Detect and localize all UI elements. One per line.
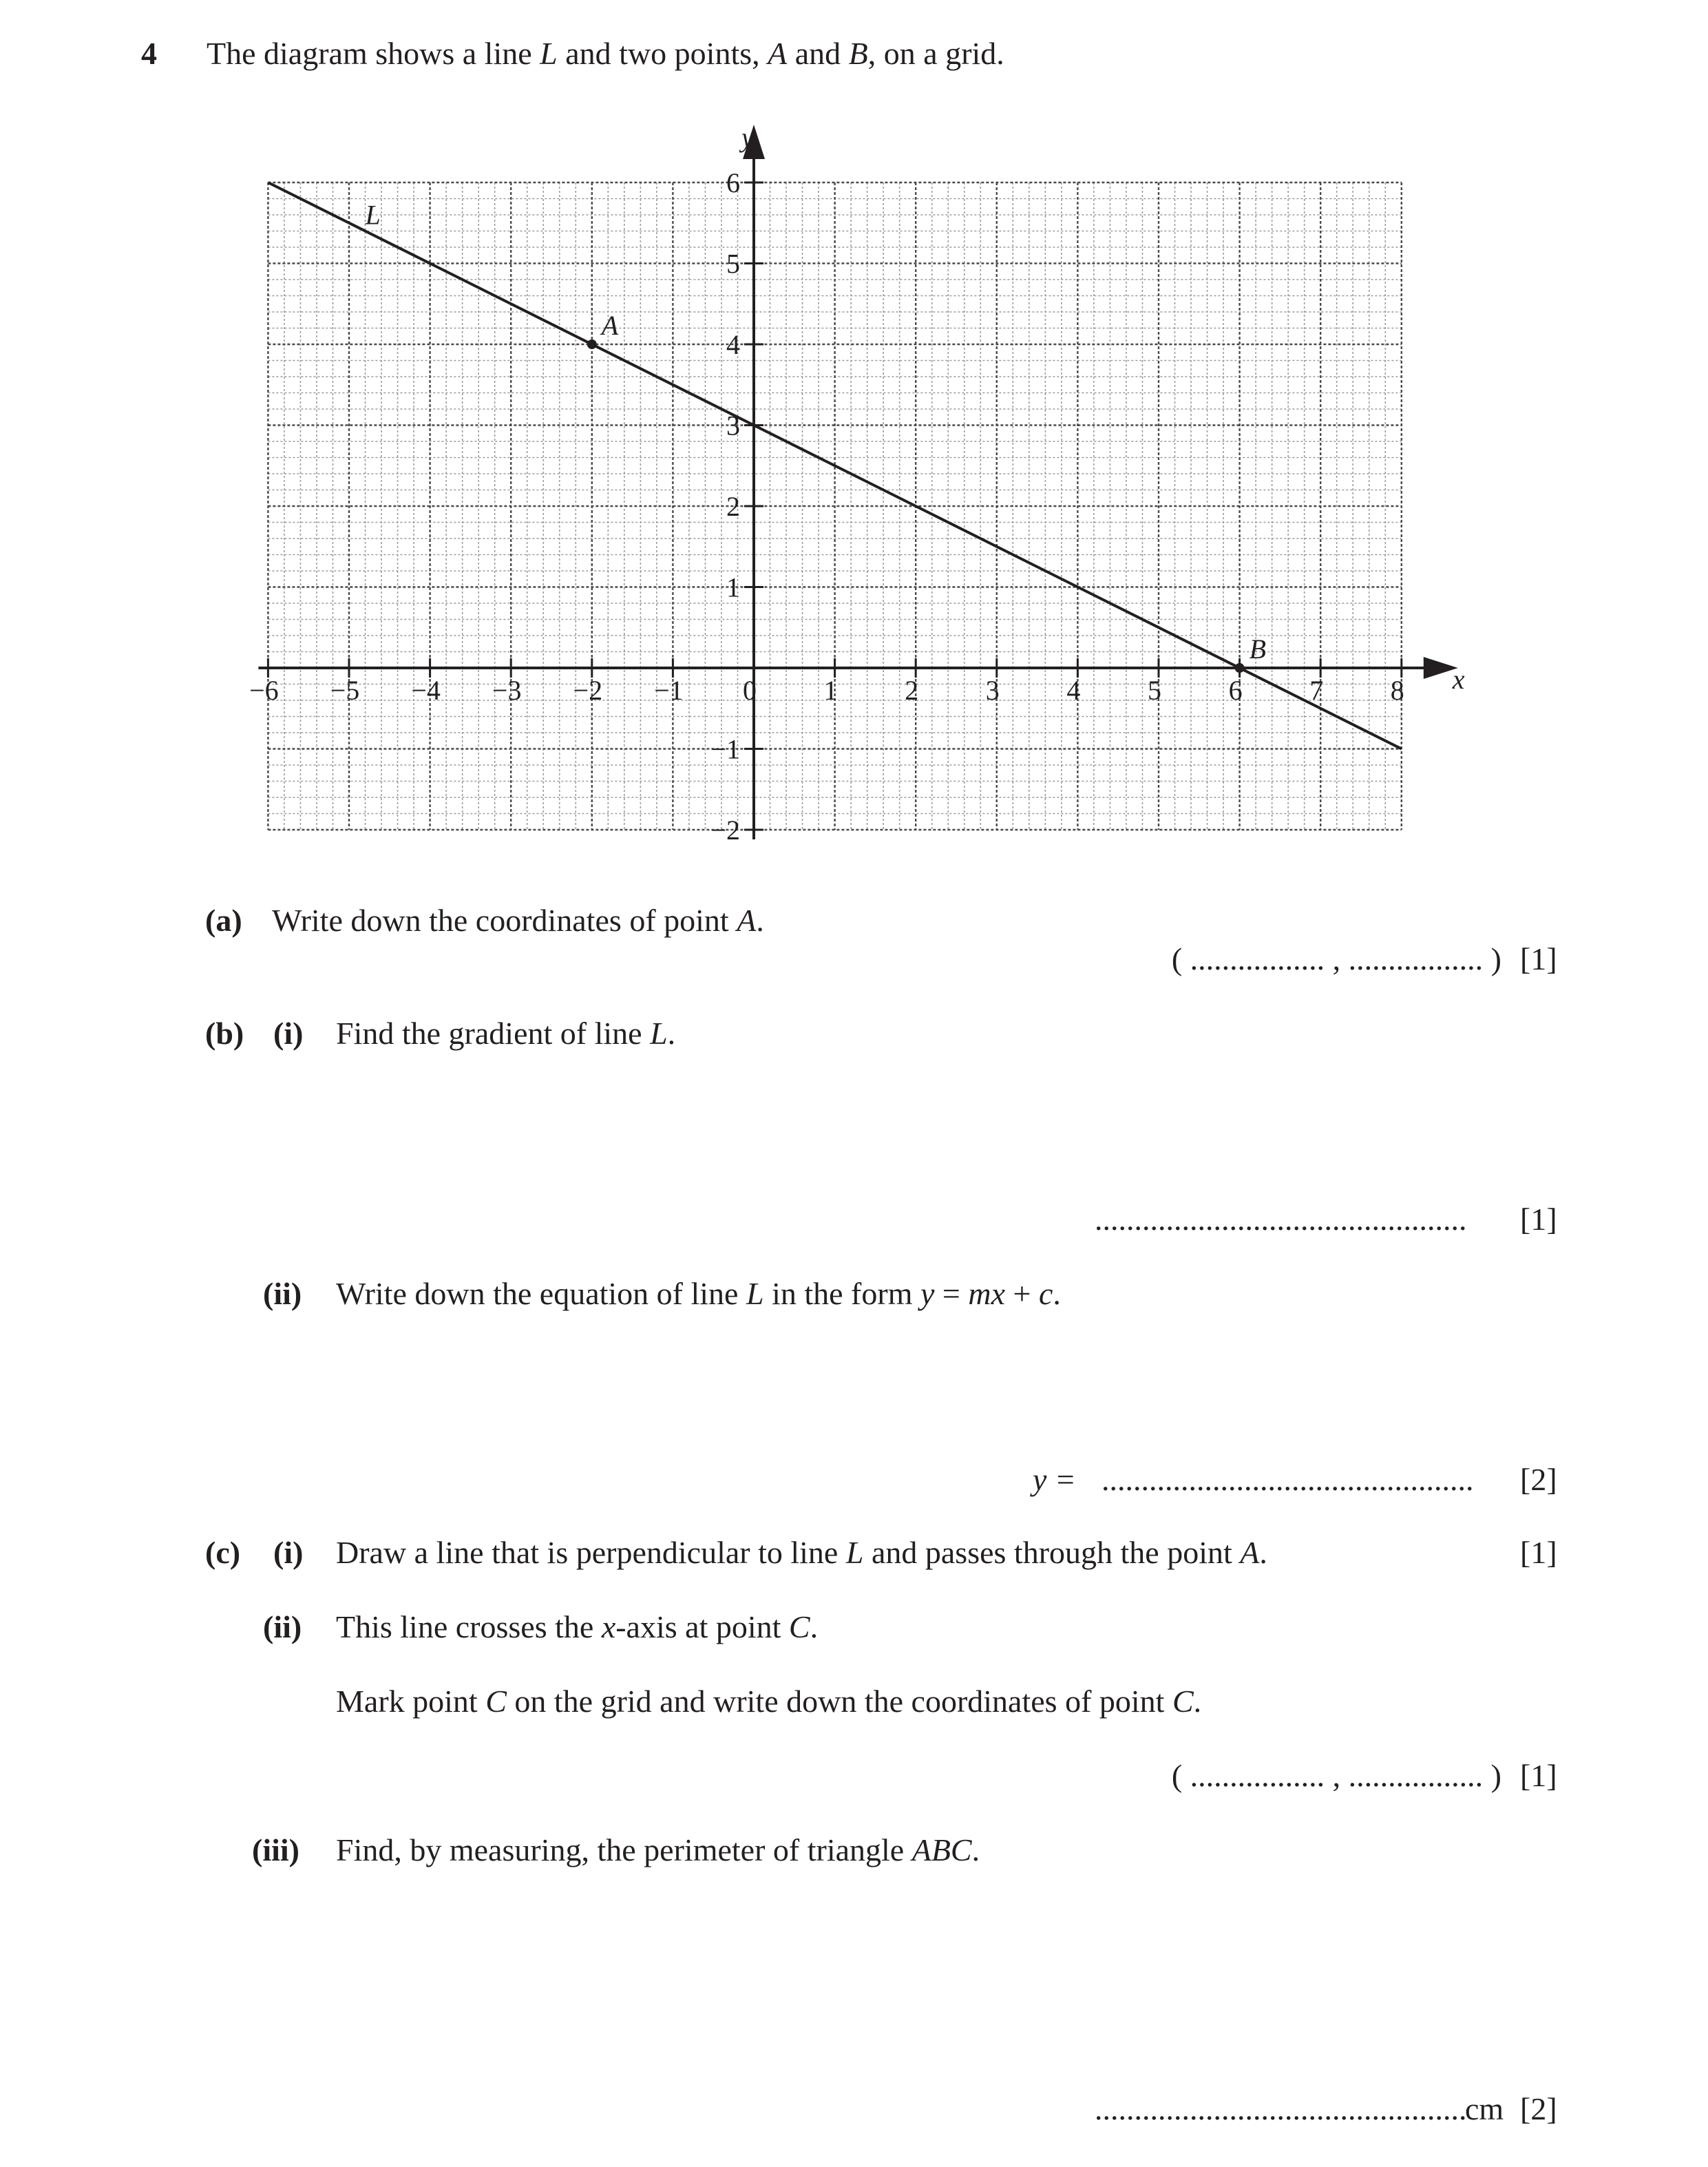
- part-a-label: (a): [205, 903, 242, 938]
- part-b-ii-answer-prefix: y =: [1033, 1462, 1076, 1497]
- part-c-iii-label: (iii): [252, 1832, 299, 1867]
- x-tick-label: 6: [1228, 675, 1243, 706]
- x-tick-label: 2: [905, 675, 919, 706]
- part-c-ii-answer-line[interactable]: ( ................. , ................. ): [1171, 1758, 1501, 1793]
- point-A: [587, 339, 597, 349]
- tick-labels: [249, 122, 1465, 846]
- y-axis-label: y: [741, 122, 754, 153]
- y-tick-label: 4: [726, 329, 740, 360]
- x-tick-label: −3: [492, 675, 522, 706]
- x-tick-label: −1: [654, 675, 684, 706]
- part-b-label: (b): [205, 1016, 244, 1051]
- x-tick-label: −5: [330, 675, 360, 706]
- x-tick-label: −4: [411, 675, 441, 706]
- y-tick-label: 6: [726, 167, 740, 198]
- x-tick-label: −6: [249, 675, 279, 706]
- part-a-marks: [1]: [1520, 941, 1557, 976]
- part-c-ii-label: (ii): [263, 1609, 302, 1644]
- point-A-label: A: [601, 310, 619, 341]
- part-a-text: Write down the coordinates of point A.: [272, 903, 764, 938]
- part-c-ii-text: This line crosses the x-axis at point C.: [336, 1609, 819, 1644]
- part-b-i-answer-line[interactable]: ...............................................: [1095, 1202, 1467, 1237]
- part-c-i-marks: [1]: [1520, 1535, 1557, 1570]
- y-tick-label: 1: [726, 572, 740, 603]
- part-c-iii-marks: [2]: [1520, 2091, 1557, 2126]
- part-c-label: (c): [205, 1535, 241, 1570]
- part-c-i-text: Draw a line that is perpendicular to line L and passes through the point A.: [336, 1535, 1267, 1570]
- line-L-label: L: [365, 199, 381, 231]
- x-tick-label: 5: [1148, 675, 1161, 706]
- x-tick-label: 4: [1066, 675, 1081, 706]
- x-tick-label: 8: [1390, 675, 1404, 706]
- part-b-i-text: Find the gradient of line L.: [336, 1016, 676, 1051]
- coordinate-grid-chart[interactable]: [0, 0, 1708, 868]
- y-tick-label: −1: [710, 733, 740, 765]
- y-tick-label: 5: [726, 248, 740, 280]
- question-intro: The diagram shows a line L and two points, A and B, on a grid.: [207, 36, 1004, 71]
- part-b-i-label: (i): [273, 1016, 304, 1051]
- part-c-ii-text2: Mark point C on the grid and write down the coordinates of point C.: [336, 1684, 1202, 1719]
- point-B-label: B: [1249, 634, 1267, 664]
- point-B: [1235, 663, 1245, 673]
- part-c-i-label: (i): [273, 1535, 304, 1570]
- x-axis-label: x: [1452, 664, 1465, 695]
- x-tick-label: 0: [743, 675, 757, 706]
- part-b-ii-answer-line[interactable]: ...............................................: [1101, 1462, 1474, 1497]
- part-b-ii-text: Write down the equation of line L in the form y = mx + c.: [336, 1276, 1061, 1311]
- x-tick-label: 3: [985, 675, 1000, 706]
- part-b-i-marks: [1]: [1520, 1202, 1557, 1237]
- part-c-iii-unit: cm: [1465, 2091, 1504, 2126]
- part-b-ii-label: (ii): [263, 1276, 302, 1311]
- question-number: 4: [141, 36, 157, 71]
- y-tick-label: 2: [726, 491, 740, 522]
- x-tick-label: −2: [573, 675, 603, 706]
- x-tick-label: 1: [823, 675, 838, 706]
- part-a-answer-line[interactable]: ( ................. , ................. ): [1171, 941, 1501, 976]
- part-c-iii-text: Find, by measuring, the perimeter of triangle ABC.: [336, 1832, 980, 1867]
- x-tick-label: 7: [1309, 675, 1324, 706]
- y-tick-label: −2: [710, 815, 740, 846]
- y-tick-label: 3: [726, 410, 740, 441]
- part-c-iii-answer-line[interactable]: ...............................................: [1095, 2091, 1467, 2126]
- part-c-ii-marks: [1]: [1520, 1758, 1557, 1793]
- part-b-ii-marks: [2]: [1520, 1462, 1557, 1497]
